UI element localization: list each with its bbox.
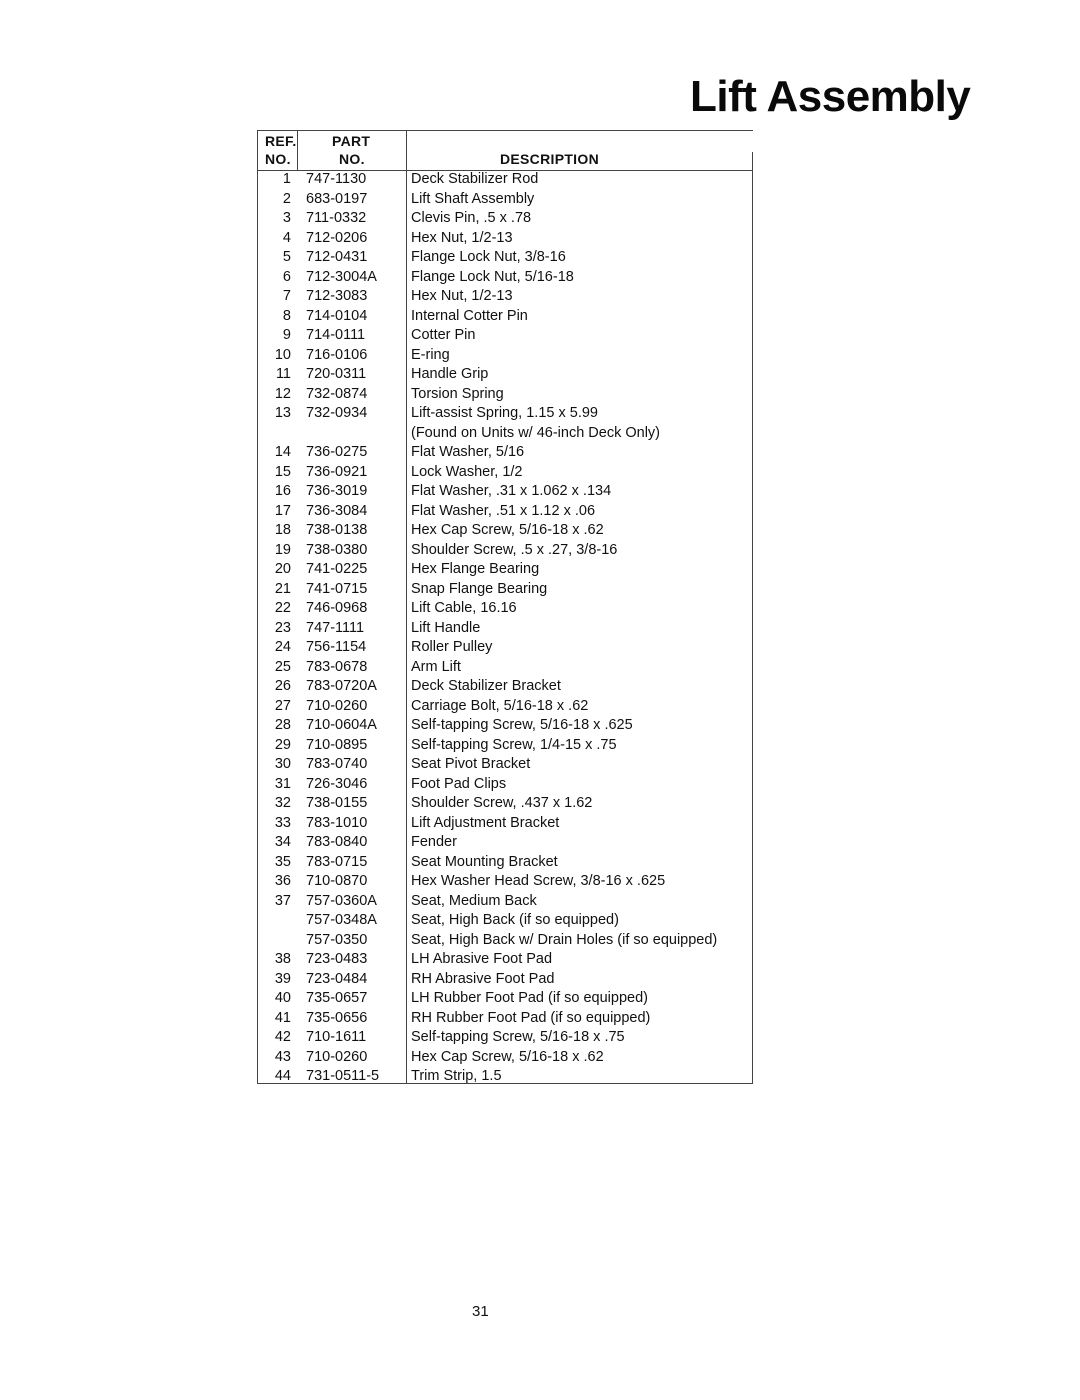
header-part-no-line2: NO. [339, 151, 365, 167]
description-cell: Cotter Pin [411, 327, 476, 343]
part-number-cell: 741-0715 [306, 580, 368, 597]
ref-cell: 10 [274, 346, 291, 363]
table-top-border [257, 130, 753, 131]
description-cell: Roller Pulley [411, 639, 493, 655]
table-row [257, 872, 753, 892]
table-row [257, 1028, 753, 1048]
table-row [257, 190, 753, 210]
table-row [257, 638, 753, 658]
description-cell: Internal Cotter Pin [411, 307, 528, 324]
header-ref-no: REF. [265, 133, 297, 149]
table-row [257, 658, 753, 678]
ref-cell: 32 [274, 795, 291, 811]
ref-cell: 17 [274, 502, 291, 519]
ref-cell: 14 [274, 444, 291, 460]
table-row [257, 736, 753, 756]
description-cell: Arm Lift [411, 658, 461, 675]
part-number-cell: 783-1010 [306, 814, 368, 831]
part-number-cell: 736-0275 [306, 444, 368, 460]
ref-cell: 7 [282, 288, 291, 304]
table-row [257, 1048, 753, 1068]
ref-cell: 29 [274, 736, 291, 753]
part-number-cell: 716-0106 [306, 346, 368, 363]
description-cell: Seat Pivot Bracket [411, 756, 531, 772]
part-number-cell: 710-0260 [306, 697, 368, 714]
description-cell: Carriage Bolt, 5/16-18 x .62 [411, 697, 589, 714]
part-number-cell: 723-0484 [306, 970, 368, 987]
table-row [257, 287, 753, 307]
table-row [257, 424, 753, 444]
table-row [257, 1009, 753, 1029]
description-cell: Hex Washer Head Screw, 3/8-16 x .625 [411, 873, 666, 889]
ref-cell: 15 [274, 463, 291, 480]
description-cell: Self-tapping Screw, 5/16-18 x .625 [411, 717, 633, 733]
table-row [257, 268, 753, 288]
ref-cell: 12 [274, 385, 291, 402]
table-row [257, 775, 753, 795]
table-row [257, 482, 753, 502]
ref-cell: 39 [274, 970, 291, 987]
ref-cell: 34 [274, 834, 291, 850]
ref-cell: 24 [274, 639, 291, 655]
part-number-cell: 683-0197 [306, 190, 368, 207]
table-row [257, 950, 753, 970]
ref-cell: 8 [282, 307, 291, 324]
part-number-cell: 710-0260 [306, 1048, 368, 1065]
table-row [257, 248, 753, 268]
table-row [257, 307, 753, 327]
description-cell: Flat Washer, .51 x 1.12 x .06 [411, 502, 596, 519]
table-row [257, 502, 753, 522]
part-number-cell: 746-0968 [306, 600, 368, 616]
ref-cell: 36 [274, 873, 291, 889]
table-row [257, 1067, 753, 1087]
table-row [257, 365, 753, 385]
table-row [257, 385, 753, 405]
ref-cell: 13 [274, 405, 291, 421]
table-row [257, 580, 753, 600]
description-cell: Shoulder Screw, .5 x .27, 3/8-16 [411, 541, 618, 558]
part-number-cell: 712-0206 [306, 229, 368, 246]
description-cell: Trim Strip, 1.5 [411, 1068, 502, 1084]
part-number-cell: 735-0656 [306, 1009, 368, 1026]
table-row [257, 209, 753, 229]
ref-cell: 11 [275, 366, 291, 382]
part-number-cell: 726-3046 [306, 775, 368, 792]
table-row [257, 560, 753, 580]
table-row [257, 326, 753, 346]
part-number-cell: 710-0895 [306, 736, 368, 753]
description-cell: Seat Mounting Bracket [411, 853, 558, 870]
description-cell: Lift Cable, 16.16 [411, 600, 517, 616]
ref-cell: 4 [282, 229, 291, 246]
ref-cell: 35 [274, 853, 291, 870]
description-cell: Lift Shaft Assembly [411, 190, 535, 207]
description-cell: Flat Washer, 5/16 [411, 444, 525, 460]
header-description: DESCRIPTION [500, 151, 599, 167]
table-row [257, 443, 753, 463]
description-cell: LH Abrasive Foot Pad [411, 951, 553, 967]
part-number-cell: 738-0138 [306, 522, 368, 538]
description-cell: Hex Nut, 1/2-13 [411, 229, 513, 246]
description-cell: Lift-assist Spring, 1.15 x 5.99 [411, 405, 598, 421]
description-cell: Lift Adjustment Bracket [411, 814, 560, 831]
description-cell: Foot Pad Clips [411, 775, 507, 792]
description-cell: Flange Lock Nut, 5/16-18 [411, 268, 574, 285]
table-row [257, 521, 753, 541]
ref-cell: 21 [274, 580, 291, 597]
description-cell: Flat Washer, .31 x 1.062 x .134 [411, 483, 612, 499]
header-ref-no-line2: NO. [265, 151, 291, 167]
parts-table [257, 130, 753, 1084]
description-cell: Seat, High Back (if so equipped) [411, 912, 619, 928]
table-row [257, 833, 753, 853]
part-number-cell: 714-0111 [306, 327, 366, 343]
part-number-cell: 712-3083 [306, 288, 368, 304]
ref-cell: 38 [274, 951, 291, 967]
ref-cell: 28 [274, 717, 291, 733]
description-cell: LH Rubber Foot Pad (if so equipped) [411, 990, 648, 1006]
part-number-cell: 783-0720A [306, 678, 377, 694]
ref-cell: 25 [274, 658, 291, 675]
description-cell: Hex Nut, 1/2-13 [411, 288, 513, 304]
ref-cell: 2 [282, 190, 291, 207]
table-row [257, 346, 753, 366]
part-number-cell: 714-0104 [306, 307, 368, 324]
parts-rows [257, 170, 753, 1087]
description-cell: Deck Stabilizer Rod [411, 171, 539, 187]
part-number-cell: 741-0225 [306, 561, 368, 577]
table-row [257, 541, 753, 561]
part-number-cell: 710-1611 [306, 1029, 367, 1045]
description-cell: Lock Washer, 1/2 [411, 463, 523, 480]
description-cell: Handle Grip [411, 366, 489, 382]
part-number-cell: 783-0678 [306, 658, 368, 675]
part-number-cell: 712-0431 [306, 249, 368, 265]
part-number-cell: 783-0740 [306, 756, 368, 772]
part-number-cell: 783-0715 [306, 853, 368, 870]
header-part-no: PART [332, 133, 371, 149]
page-title: Lift Assembly [690, 72, 971, 121]
table-ref-divider [297, 130, 298, 170]
part-number-cell: 732-0874 [306, 385, 368, 402]
ref-cell: 23 [274, 619, 291, 636]
description-cell: Torsion Spring [411, 385, 504, 402]
ref-cell: 31 [274, 775, 291, 792]
description-cell: (Found on Units w/ 46-inch Deck Only) [411, 424, 661, 441]
description-cell: RH Abrasive Foot Pad [411, 970, 555, 987]
page-number: 31 [472, 1303, 489, 1320]
ref-cell: 3 [282, 210, 291, 226]
part-number-cell: 738-0155 [306, 795, 368, 811]
table-row [257, 911, 753, 931]
table-row [257, 892, 753, 912]
table-row [257, 931, 753, 951]
ref-cell: 33 [274, 814, 291, 831]
table-row [257, 989, 753, 1009]
part-number-cell: 757-0360A [306, 892, 377, 909]
part-number-cell: 747-1111 [306, 619, 365, 636]
description-cell: Flange Lock Nut, 3/8-16 [411, 249, 566, 265]
ref-cell: 19 [274, 541, 291, 558]
table-row [257, 404, 753, 424]
part-number-cell: 735-0657 [306, 990, 368, 1006]
ref-cell: 30 [274, 756, 291, 772]
table-row [257, 794, 753, 814]
table-row [257, 619, 753, 639]
part-number-cell: 783-0840 [306, 834, 368, 850]
description-cell: Fender [411, 834, 457, 850]
ref-cell: 42 [274, 1029, 291, 1045]
description-cell: Self-tapping Screw, 5/16-18 x .75 [411, 1029, 625, 1045]
ref-cell: 43 [274, 1048, 291, 1065]
description-cell: Seat, Medium Back [411, 892, 537, 909]
description-cell: RH Rubber Foot Pad (if so equipped) [411, 1009, 651, 1026]
table-row [257, 677, 753, 697]
part-number-cell: 757-0348A [306, 912, 377, 928]
part-number-cell: 736-0921 [306, 463, 368, 480]
table-row [257, 697, 753, 717]
part-number-cell: 757-0350 [306, 931, 368, 948]
ref-cell: 6 [282, 268, 291, 285]
table-row [257, 716, 753, 736]
table-row [257, 463, 753, 483]
description-cell: Hex Flange Bearing [411, 561, 540, 577]
ref-cell: 27 [274, 697, 291, 714]
part-number-cell: 756-1154 [306, 639, 367, 655]
part-number-cell: 723-0483 [306, 951, 368, 967]
ref-cell: 16 [274, 483, 291, 499]
ref-cell: 1 [282, 171, 291, 187]
part-number-cell: 736-3019 [306, 483, 368, 499]
description-cell: Self-tapping Screw, 1/4-15 x .75 [411, 736, 617, 753]
ref-cell: 37 [274, 892, 291, 909]
table-row [257, 229, 753, 249]
ref-cell: 26 [274, 678, 291, 694]
description-cell: Shoulder Screw, .437 x 1.62 [411, 795, 593, 811]
description-cell: Seat, High Back w/ Drain Holes (if so equipped) [411, 931, 718, 948]
table-row [257, 755, 753, 775]
table-row [257, 170, 753, 190]
ref-cell: 22 [274, 600, 291, 616]
description-cell: Clevis Pin, .5 x .78 [411, 210, 532, 226]
description-cell: Hex Cap Screw, 5/16-18 x .62 [411, 522, 604, 538]
part-number-cell: 747-1130 [306, 171, 367, 187]
ref-cell: 44 [274, 1068, 291, 1084]
part-number-cell: 738-0380 [306, 541, 368, 558]
part-number-cell: 710-0870 [306, 873, 368, 889]
ref-cell: 9 [282, 327, 291, 343]
table-row [257, 814, 753, 834]
ref-cell: 40 [274, 990, 291, 1006]
part-number-cell: 710-0604A [306, 717, 377, 733]
description-cell: Deck Stabilizer Bracket [411, 678, 561, 694]
description-cell: Hex Cap Screw, 5/16-18 x .62 [411, 1048, 604, 1065]
part-number-cell: 720-0311 [306, 366, 367, 382]
part-number-cell: 736-3084 [306, 502, 368, 519]
description-cell: Snap Flange Bearing [411, 580, 548, 597]
part-number-cell: 731-0511-5 [306, 1068, 380, 1084]
table-row [257, 970, 753, 990]
ref-cell: 18 [274, 522, 291, 538]
description-cell: E-ring [411, 346, 450, 363]
description-cell: Lift Handle [411, 619, 481, 636]
ref-cell: 41 [274, 1009, 291, 1026]
ref-cell: 20 [274, 561, 291, 577]
table-row [257, 853, 753, 873]
table-row [257, 599, 753, 619]
part-number-cell: 732-0934 [306, 405, 368, 421]
ref-cell: 5 [282, 249, 291, 265]
part-number-cell: 712-3004A [306, 268, 377, 285]
part-number-cell: 711-0332 [306, 210, 367, 226]
